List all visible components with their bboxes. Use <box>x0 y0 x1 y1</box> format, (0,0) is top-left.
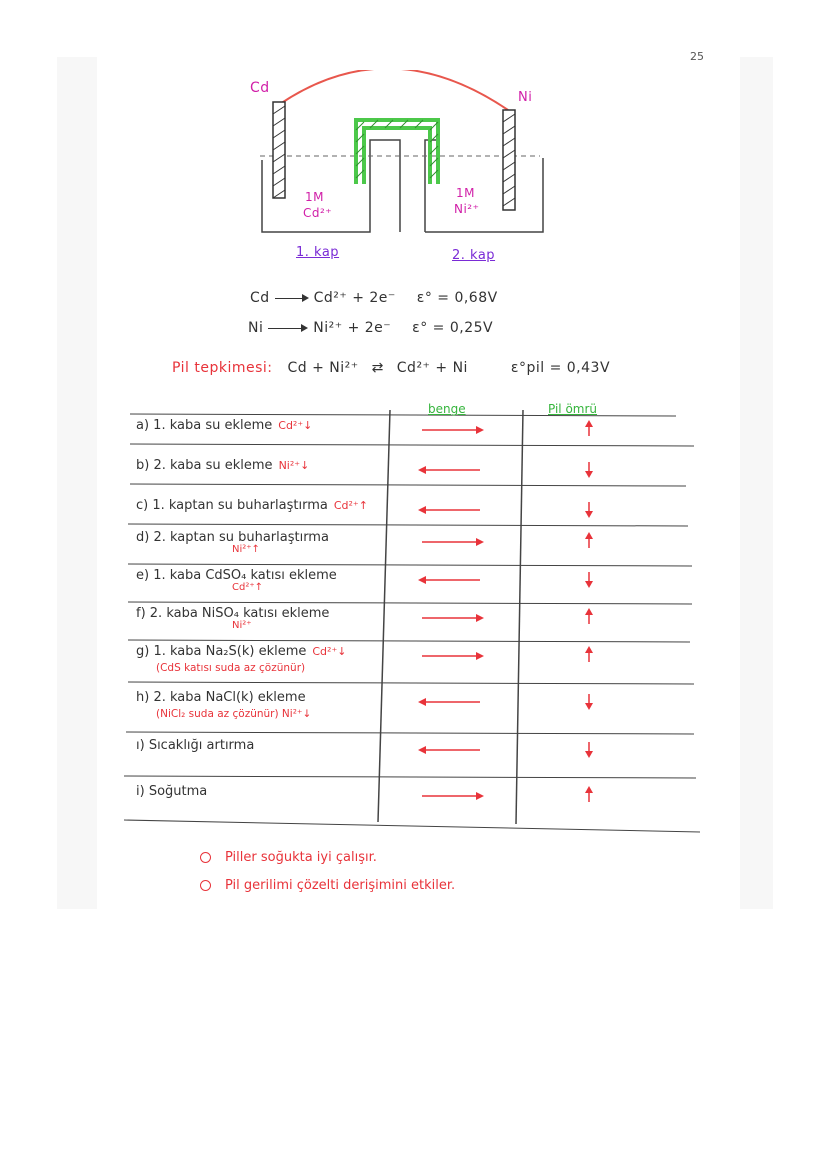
arrow-right-icon <box>418 650 488 662</box>
row-label <box>136 530 329 545</box>
bullet-icon <box>200 852 211 863</box>
row-label <box>136 568 337 583</box>
row-label-text: g) 1. kaba Na₂S(k) ekleme <box>136 644 307 659</box>
arrow-up-icon <box>583 608 595 626</box>
row-label-text: a) 1. kaba su ekleme <box>136 418 273 433</box>
eq2-left: Ni <box>248 320 264 336</box>
row-label-text: i) Soğutma <box>136 784 208 799</box>
row-line <box>124 820 700 832</box>
footnote-2 <box>200 878 455 893</box>
row-label <box>136 458 309 473</box>
row-label-text: ı) Sıcaklığı artırma <box>136 738 255 753</box>
arrow-right-icon <box>418 790 488 802</box>
row-line <box>128 602 692 604</box>
left-ion: Cd²⁺ <box>303 206 333 220</box>
row-label-text: d) 2. kaptan su buharlaştırma <box>136 530 329 545</box>
arrow-left-icon <box>418 696 488 708</box>
row-label <box>136 784 207 799</box>
arrow-down-icon <box>583 740 595 758</box>
arrow-left-icon <box>418 504 488 516</box>
arrow-down-icon <box>583 500 595 518</box>
container-1-label: 1. kap <box>296 245 340 260</box>
external-wire <box>280 70 508 110</box>
half-reaction-ni <box>248 320 493 336</box>
eq1-right: Cd²⁺ + 2e⁻ <box>313 290 396 306</box>
ni-electrode-label: Ni <box>518 90 533 105</box>
arrow-right-icon <box>418 424 488 436</box>
row-label <box>136 498 368 513</box>
arrow-up-icon <box>583 646 595 664</box>
row-label <box>136 606 329 621</box>
col-divider-1 <box>378 410 390 822</box>
header-pil-omru: Pil ömrü <box>548 402 598 416</box>
cell-diagram <box>240 70 560 270</box>
footnote-1-text: Piller soğukta iyi çalışır. <box>225 850 377 865</box>
arrow-left-icon <box>418 574 488 586</box>
arrow-down-icon <box>583 460 595 478</box>
reaction-left: Cd + Ni²⁺ <box>287 360 359 376</box>
reaction-right: Cd²⁺ + Ni <box>396 360 468 376</box>
row-label <box>136 690 306 705</box>
row-label-text: c) 1. kaptan su buharlaştırma <box>136 498 328 513</box>
footnote-1 <box>200 850 377 865</box>
cd-electrode <box>273 102 285 198</box>
arrow-left-icon <box>418 744 488 756</box>
row-line <box>128 682 694 684</box>
eq1-left: Cd <box>250 290 270 306</box>
row-label <box>136 644 346 659</box>
arrow-up-icon <box>583 532 595 550</box>
arrow-right-icon <box>418 536 488 548</box>
row-label-text: e) 1. kaba CdSO₄ katısı ekleme <box>136 568 337 583</box>
row-label <box>136 418 312 433</box>
ni-electrode <box>503 110 515 210</box>
row-note: (NiCl₂ suda az çözünür) Ni²⁺↓ <box>156 708 312 720</box>
row-line <box>128 524 688 526</box>
row-ion: Cd²⁺↓ <box>278 419 313 432</box>
col-divider-2 <box>516 410 523 824</box>
row-label-text: b) 2. kaba su ekleme <box>136 458 273 473</box>
container-2-label: 2. kap <box>452 248 496 263</box>
footnote-2-text: Pil gerilimi çözelti derişimini etkiler. <box>225 878 456 893</box>
equilibrium-arrows-icon: ⇄ <box>371 360 384 376</box>
row-label-text: h) 2. kaba NaCl(k) ekleme <box>136 690 306 705</box>
eq1-potential: ε° = 0,68V <box>416 290 498 306</box>
row-line <box>128 564 692 566</box>
row-label <box>136 738 254 753</box>
half-reaction-cd <box>250 290 498 306</box>
row-note: (CdS katısı suda az çözünür) <box>156 662 306 674</box>
row-sub-ion: Ni²⁺ <box>232 620 252 631</box>
row-line <box>130 444 694 446</box>
right-conc: 1M <box>456 186 475 200</box>
row-line <box>130 484 686 486</box>
left-conc: 1M <box>305 190 324 204</box>
beaker-2 <box>425 140 543 232</box>
cd-electrode-label: Cd <box>250 80 270 96</box>
arrow-up-icon <box>583 420 595 438</box>
row-line <box>128 640 690 642</box>
bullet-icon <box>200 880 211 891</box>
row-sub-ion: Ni²⁺↑ <box>232 544 260 555</box>
arrow-right-icon <box>418 612 488 624</box>
arrow-down-icon <box>583 692 595 710</box>
page-number: 25 <box>690 50 704 63</box>
row-ion: Cd²⁺↑ <box>333 499 368 512</box>
eq2-right: Ni²⁺ + 2e⁻ <box>313 320 392 336</box>
row-ion: Cd²⁺↓ <box>312 645 347 658</box>
reaction-label: Pil tepkimesi: <box>172 360 273 376</box>
arrow-left-icon <box>418 464 488 476</box>
header-denge: benge <box>428 402 466 416</box>
eq2-potential: ε° = 0,25V <box>412 320 494 336</box>
reaction-potential: ε°pil = 0,43V <box>510 360 611 376</box>
arrow-up-icon <box>583 786 595 804</box>
row-sub-ion: Cd²⁺↑ <box>232 582 263 593</box>
row-line <box>126 732 694 734</box>
row-ion: Ni²⁺↓ <box>278 459 310 472</box>
cell-reaction <box>172 360 610 376</box>
row-line <box>124 776 696 778</box>
right-ion: Ni²⁺ <box>454 202 480 216</box>
row-label-text: f) 2. kaba NiSO₄ katısı ekleme <box>136 606 330 621</box>
arrow-down-icon <box>583 570 595 588</box>
